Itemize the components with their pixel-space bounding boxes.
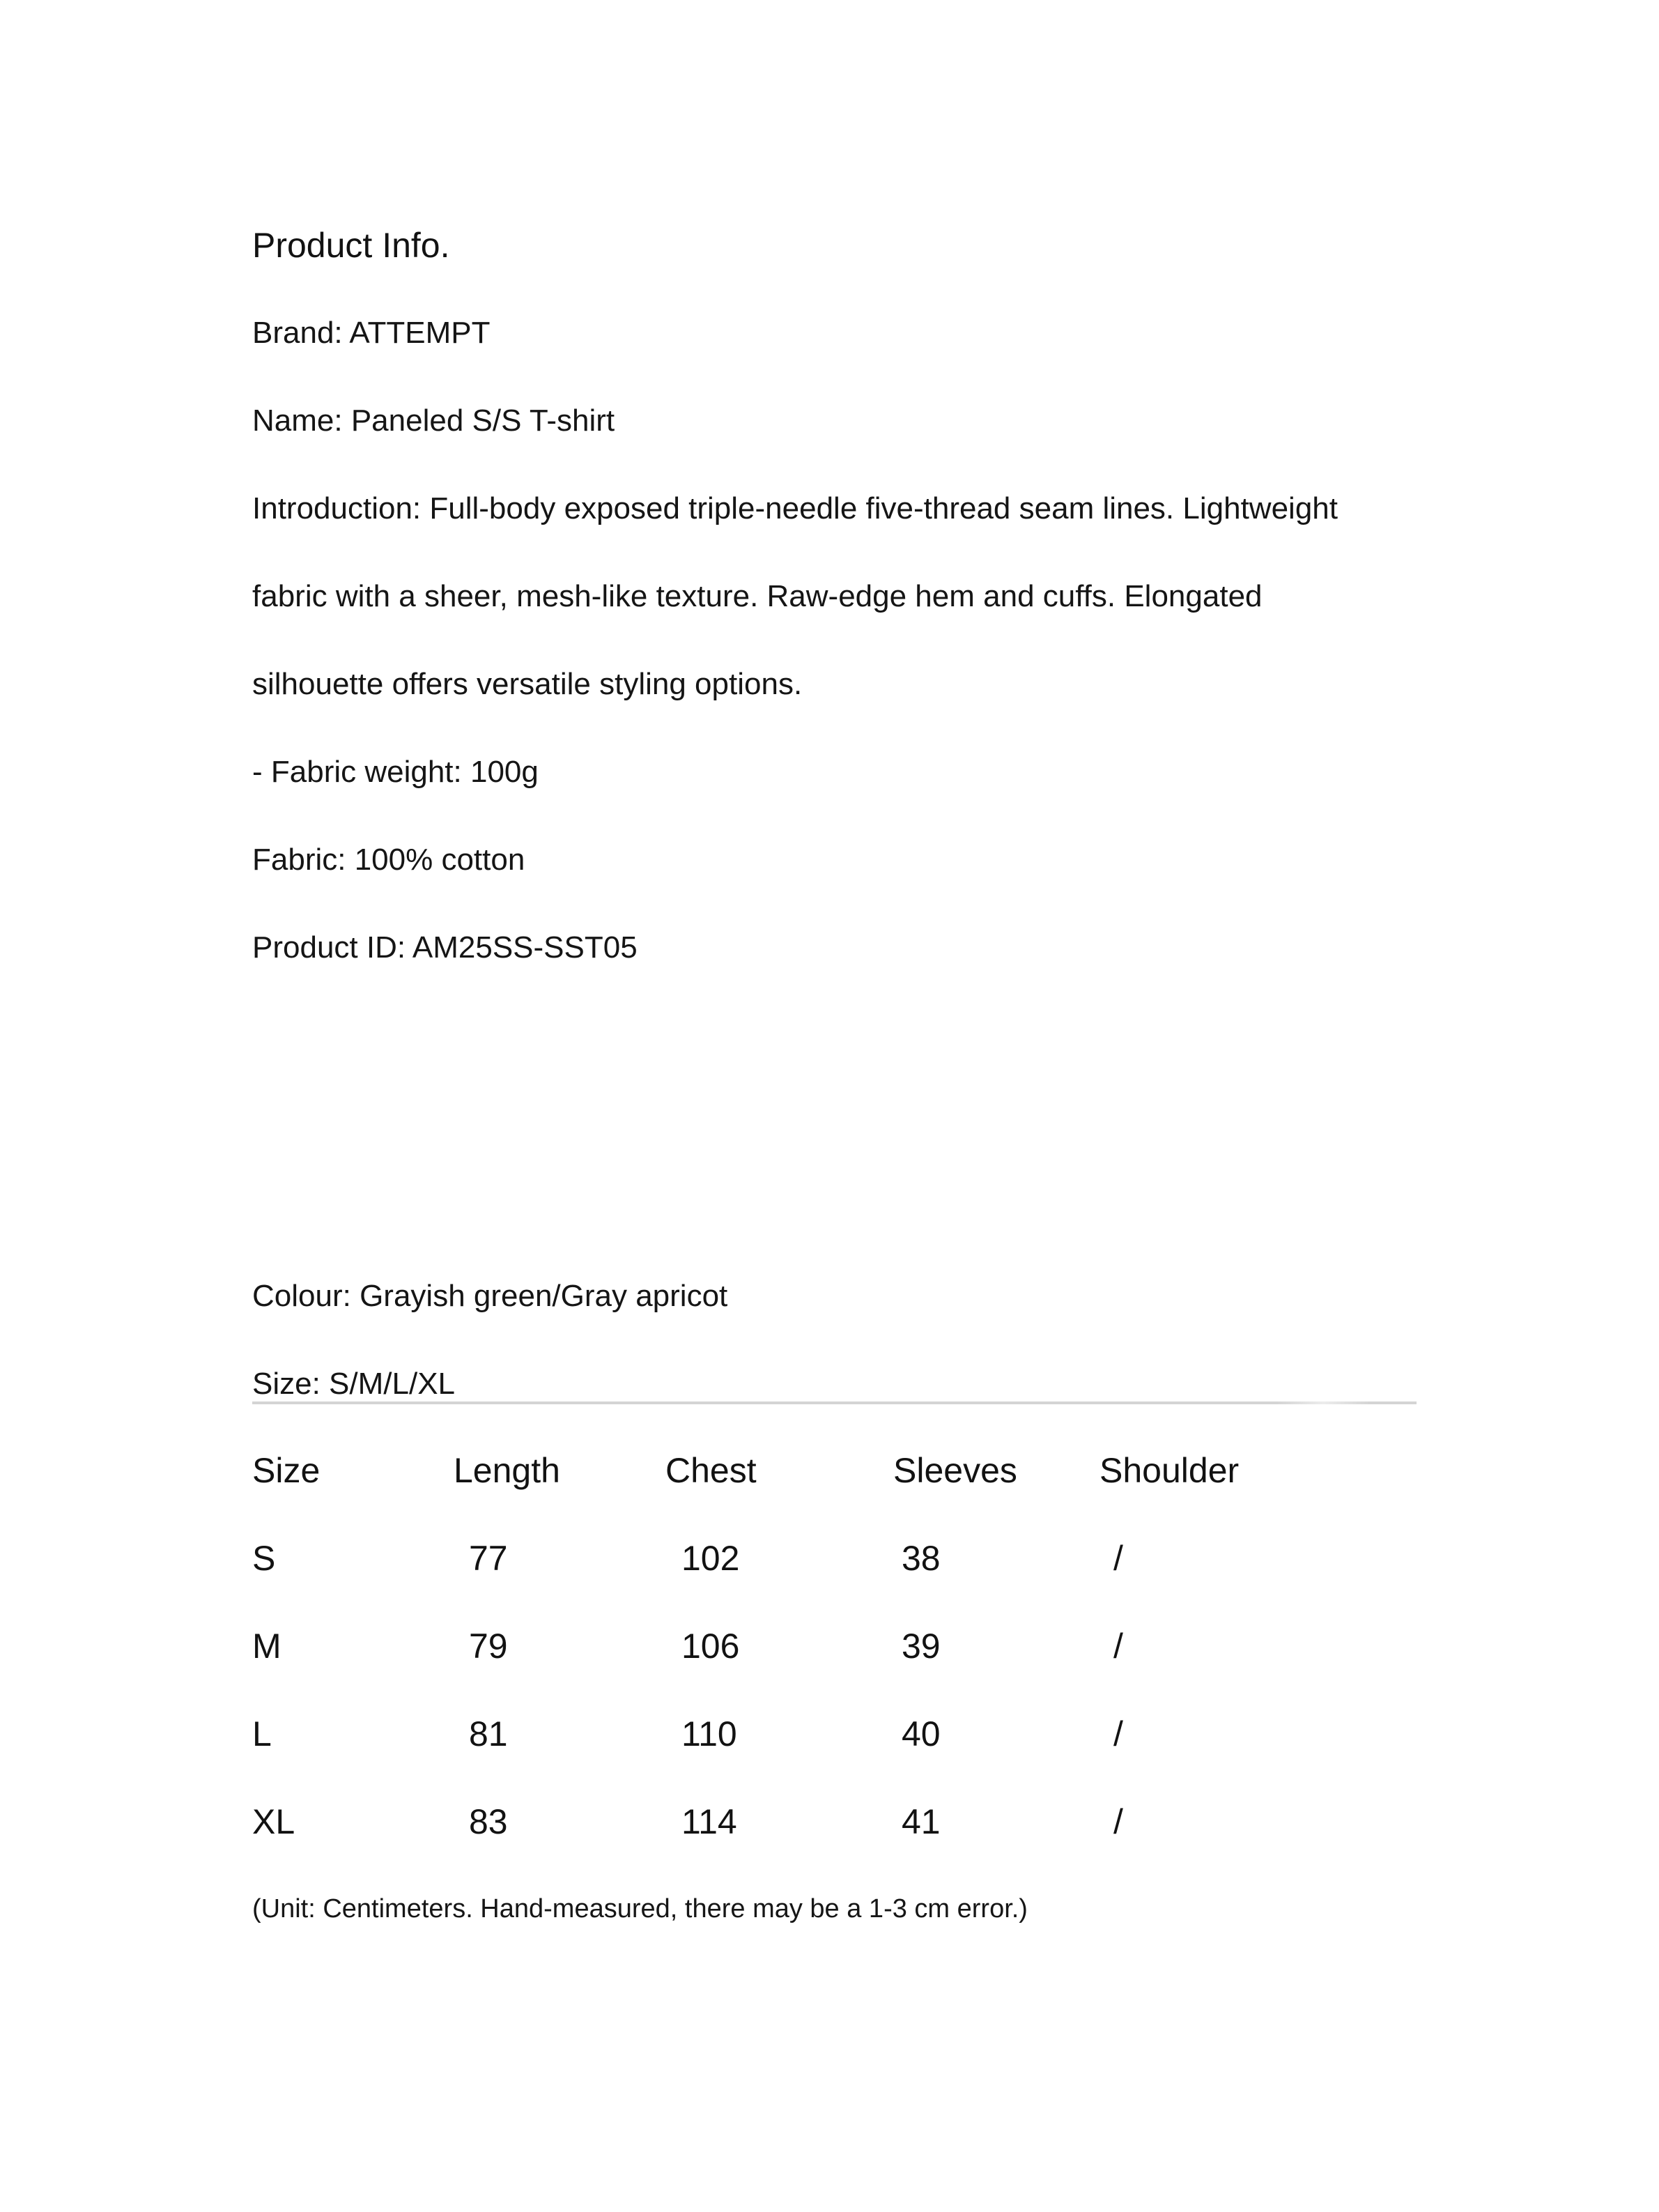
size-line: Size: S/M/L/XL [252,1367,456,1401]
table-cell-sleeves: 38 [902,1539,941,1578]
introduction-line-1: Introduction: Full-body exposed triple-needle five-thread seam lines. Lightweight [252,491,1338,525]
table-cell-size: XL [252,1802,295,1841]
table-cell-length: 83 [469,1802,508,1841]
fabric-line: Fabric: 100% cotton [252,843,525,877]
table-cell-sleeves: 39 [902,1627,941,1666]
fabric-weight-line: - Fabric weight: 100g [252,755,539,789]
product-id-line: Product ID: AM25SS-SST05 [252,930,638,965]
divider [252,1401,1417,1404]
table-header-sleeves: Sleeves [893,1451,1017,1490]
introduction-line-3: silhouette offers versatile styling options. [252,667,803,701]
table-cell-shoulder: / [1113,1714,1123,1753]
table-header-chest: Chest [665,1451,757,1490]
name-line: Name: Paneled S/S T-shirt [252,404,615,438]
measurement-note: (Unit: Centimeters. Hand-measured, there may be a 1-3 cm error.) [252,1894,1028,1923]
table-cell-shoulder: / [1113,1539,1123,1578]
table-cell-chest: 114 [681,1802,737,1841]
table-cell-shoulder: / [1113,1627,1123,1666]
introduction-line-2: fabric with a sheer, mesh-like texture. Raw-edge hem and cuffs. Elongated [252,579,1263,613]
table-cell-size: S [252,1539,276,1578]
table-cell-shoulder: / [1113,1802,1123,1841]
table-cell-size: L [252,1714,272,1753]
table-cell-sleeves: 40 [902,1714,941,1753]
table-header-shoulder: Shoulder [1099,1451,1240,1490]
brand-line: Brand: ATTEMPT [252,316,491,350]
page-title: Product Info. [252,226,450,265]
table-cell-sleeves: 41 [902,1802,941,1841]
table-cell-chest: 110 [681,1714,737,1753]
table-cell-length: 77 [469,1539,508,1578]
table-cell-size: M [252,1627,281,1666]
table-header-length: Length [454,1451,560,1490]
table-cell-chest: 102 [681,1539,740,1578]
colour-line: Colour: Grayish green/Gray apricot [252,1279,728,1313]
table-header-size: Size [252,1451,321,1490]
table-cell-length: 79 [469,1627,508,1666]
table-cell-chest: 106 [681,1627,740,1666]
table-cell-length: 81 [469,1714,508,1753]
